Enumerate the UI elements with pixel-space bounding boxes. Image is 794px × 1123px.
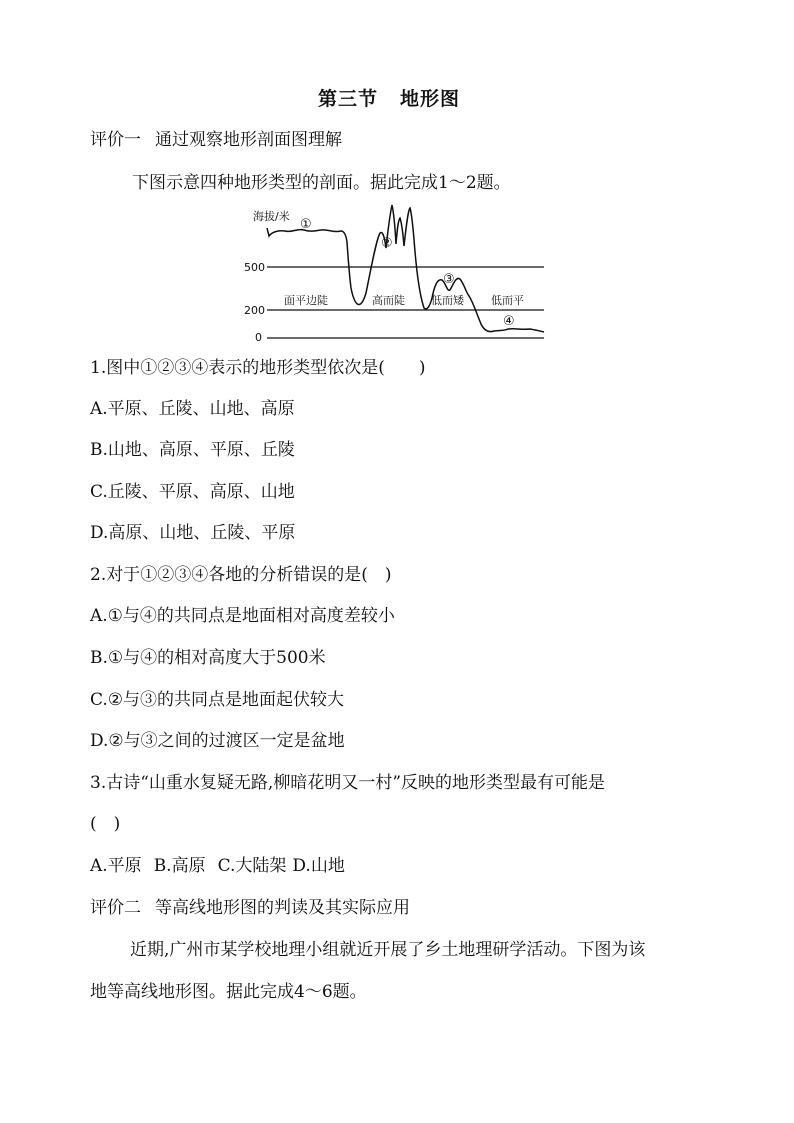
marker-1: ①	[300, 217, 312, 232]
tick-0: 0	[255, 331, 262, 344]
intro2-line2: 地等高线地形图。据此完成4～6题。	[90, 982, 367, 1002]
q1-stem: 1.图中①②③④表示的地形类型依次是( )	[90, 358, 426, 378]
q1-option-c: C.丘陵、平原、高原、山地	[90, 482, 295, 502]
q3-option-b: B.高原	[153, 856, 206, 876]
section2-label: 评价二	[90, 898, 141, 918]
tick-500: 500	[244, 261, 265, 274]
region-label-3: 低而矮	[431, 294, 464, 307]
q2-option-b: B.①与④的相对高度大于500米	[90, 648, 326, 668]
q3-option-a: A.平原	[90, 856, 142, 876]
q3-options	[90, 855, 345, 877]
q3-option-c: C.大陆架	[217, 856, 287, 876]
marker-4: ④	[503, 314, 515, 329]
q3-stem-line2: ( )	[90, 814, 121, 834]
section2-text: 等高线地形图的判读及其实际应用	[155, 898, 410, 918]
tick-200: 200	[244, 304, 265, 317]
region-label-2: 高而陡	[372, 294, 405, 307]
region-label-4: 低而平	[491, 294, 524, 307]
marker-2: ②	[381, 236, 393, 251]
intro1: 下图示意四种地形类型的剖面。据此完成1～2题。	[132, 173, 511, 193]
section1-label: 评价一	[90, 130, 141, 150]
intro2-line1: 近期,广州市某学校地理小组就近开展了乡土地理研学活动。下图为该	[130, 940, 646, 960]
y-axis-label: 海拔/米	[253, 210, 290, 223]
q2-option-c: C.②与③的共同点是地面起伏较大	[90, 690, 345, 710]
q1-option-a: A.平原、丘陵、山地、高原	[90, 399, 295, 419]
q2-stem: 2.对于①②③④各地的分析错误的是( )	[90, 565, 392, 585]
q1-option-b: B.山地、高原、平原、丘陵	[90, 440, 295, 460]
section1-text: 通过观察地形剖面图理解	[155, 130, 342, 150]
q1-option-d: D.高原、山地、丘陵、平原	[90, 523, 296, 543]
section2-heading	[90, 897, 410, 919]
title-part2: 地形图	[400, 88, 461, 110]
page-title	[318, 88, 460, 110]
title-part1: 第三节	[318, 88, 379, 110]
section1-heading	[90, 129, 342, 151]
q3-option-d: D.山地	[292, 856, 345, 876]
terrain-profile-figure	[240, 200, 550, 345]
q2-option-d: D.②与③之间的过渡区一定是盆地	[90, 731, 345, 751]
marker-3: ③	[443, 272, 455, 287]
region-label-1: 面平边陡	[284, 294, 328, 307]
q3-stem-line1: 3.古诗“山重水复疑无路,柳暗花明又一村”反映的地形类型最有可能是	[90, 773, 606, 793]
q2-option-a: A.①与④的共同点是地面相对高度差较小	[90, 606, 395, 626]
